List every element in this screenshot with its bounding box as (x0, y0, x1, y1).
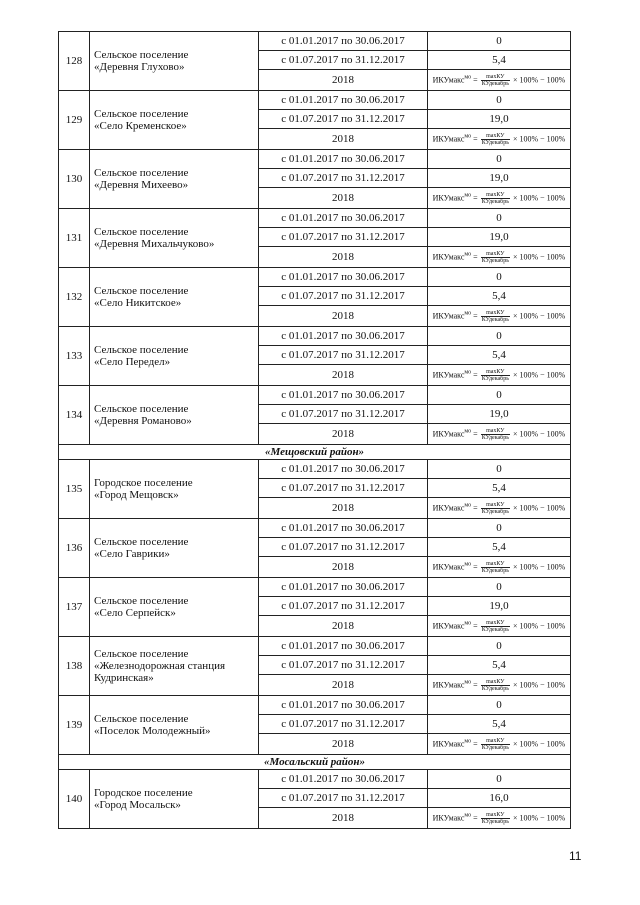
formula-cell: ИКУмакс$^{мо}$ = maxКУ КУдекабрь × 100% − 100% (428, 557, 571, 578)
period-cell: с 01.07.2017 по 31.12.2017 (259, 405, 428, 424)
formula-denominator: КУдекабрь (481, 257, 509, 264)
formula-lhs-sup: мо (464, 369, 472, 376)
table-row (59, 386, 571, 405)
year-cell: 2018 (259, 675, 428, 696)
settlement-name (90, 770, 259, 829)
formula-rhs: × 100% − 100% (510, 679, 566, 689)
settlement-name (90, 460, 259, 519)
page-number: 11 (569, 849, 582, 863)
formula-numerator: maxКУ (481, 812, 510, 819)
row-number: 137 (59, 578, 90, 637)
year-cell: 2018 (259, 616, 428, 637)
settlement-name-line: «Село Гаврики» (94, 548, 170, 560)
table-row (59, 91, 571, 110)
settlement-name-line: «Деревня Михальчуково» (94, 238, 215, 250)
formula-numerator: maxКУ (481, 251, 510, 258)
formula-denominator: КУдекабрь (481, 80, 509, 87)
value-cell: 5,4 (428, 287, 571, 306)
tariff-table (58, 31, 571, 829)
district-row (59, 755, 571, 770)
formula-numerator: maxКУ (481, 310, 510, 317)
value-cell: 0 (428, 268, 571, 287)
value-cell: 0 (428, 460, 571, 479)
formula-denominator: КУдекабрь (481, 685, 509, 692)
table-row (59, 696, 571, 715)
table-row (59, 268, 571, 287)
settlement-name (90, 637, 259, 696)
formula-cell: ИКУмакс$^{мо}$ = maxКУ КУдекабрь × 100% − 100% (428, 734, 571, 755)
row-number: 132 (59, 268, 90, 327)
formula-lhs: ИКУмакс (432, 502, 465, 512)
settlement-name-line: «Село Передел» (94, 356, 171, 368)
formula-cell: ИКУмакс$^{мо}$ = maxКУ КУдекабрь × 100% − 100% (428, 498, 571, 519)
formula-fraction (481, 428, 510, 441)
formula-cell: ИКУмакс$^{мо}$ = maxКУ КУдекабрь × 100% − 100% (428, 247, 571, 268)
value-cell: 0 (428, 578, 571, 597)
formula-lhs-sup: мо (464, 192, 472, 199)
table-row (59, 770, 571, 789)
period-cell: с 01.07.2017 по 31.12.2017 (259, 110, 428, 129)
year-cell: 2018 (259, 808, 428, 829)
row-number: 133 (59, 327, 90, 386)
value-cell: 19,0 (428, 405, 571, 424)
formula-lhs: ИКУмакс (432, 428, 465, 438)
formula-denominator: КУдекабрь (481, 567, 509, 574)
settlement-name (90, 150, 259, 209)
value-cell: 5,4 (428, 715, 571, 734)
formula-lhs-sup: мо (464, 812, 472, 819)
formula-cell: ИКУмакс$^{мо}$ = maxКУ КУдекабрь × 100% − 100% (428, 808, 571, 829)
settlement-name-line: Сельское поселение (94, 535, 189, 548)
formula-cell: ИКУмакс$^{мо}$ = maxКУ КУдекабрь × 100% − 100% (428, 129, 571, 150)
table-row (59, 327, 571, 346)
value-cell: 0 (428, 91, 571, 110)
row-number: 136 (59, 519, 90, 578)
value-cell: 0 (428, 696, 571, 715)
formula-lhs-sup: мо (464, 679, 472, 686)
settlement-name-line: «Город Мещовск» (94, 489, 179, 501)
year-cell: 2018 (259, 424, 428, 445)
settlement-name-line: «Село Серпейск» (94, 607, 176, 619)
formula-rhs: × 100% − 100% (510, 620, 566, 630)
settlement-name-line: Сельское поселение (94, 107, 189, 120)
settlement-name (90, 327, 259, 386)
formula-numerator: maxКУ (481, 738, 510, 745)
formula-numerator: maxКУ (481, 74, 510, 81)
value-cell: 5,4 (428, 51, 571, 70)
formula-rhs: × 100% − 100% (510, 369, 566, 379)
settlement-name (90, 32, 259, 91)
period-cell: с 01.07.2017 по 31.12.2017 (259, 656, 428, 675)
table-row (59, 578, 571, 597)
period-cell: с 01.07.2017 по 31.12.2017 (259, 346, 428, 365)
settlement-name-line: Городское поселение (94, 476, 193, 489)
period-cell: с 01.07.2017 по 31.12.2017 (259, 479, 428, 498)
year-cell: 2018 (259, 498, 428, 519)
period-cell: с 01.07.2017 по 31.12.2017 (259, 228, 428, 247)
formula-denominator: КУдекабрь (481, 744, 509, 751)
settlement-name-line: «Деревня Глухово» (94, 61, 185, 73)
period-cell: с 01.01.2017 по 30.06.2017 (259, 519, 428, 538)
row-number: 130 (59, 150, 90, 209)
settlement-name (90, 268, 259, 327)
formula-fraction (481, 74, 510, 87)
value-cell: 0 (428, 386, 571, 405)
formula-rhs: × 100% − 100% (510, 428, 566, 438)
value-cell: 0 (428, 150, 571, 169)
formula-lhs: ИКУмакс (432, 192, 465, 202)
formula-denominator: КУдекабрь (481, 139, 509, 146)
formula-fraction (481, 812, 510, 825)
formula-rhs: × 100% − 100% (510, 738, 566, 748)
value-cell: 0 (428, 327, 571, 346)
formula-fraction (481, 192, 510, 205)
table-row (59, 637, 571, 656)
table-row (59, 460, 571, 479)
formula-lhs: ИКУмакс (432, 561, 465, 571)
value-cell: 0 (428, 770, 571, 789)
formula-fraction (481, 369, 510, 382)
table-row (59, 209, 571, 228)
row-number: 128 (59, 32, 90, 91)
formula-cell: ИКУмакс$^{мо}$ = maxКУ КУдекабрь × 100% − 100% (428, 306, 571, 327)
formula-rhs: × 100% − 100% (510, 310, 566, 320)
formula-fraction (481, 679, 510, 692)
formula-denominator: КУдекабрь (481, 818, 509, 825)
formula-lhs-sup: мо (464, 738, 472, 745)
settlement-name (90, 519, 259, 578)
formula-numerator: maxКУ (481, 369, 510, 376)
formula-rhs: × 100% − 100% (510, 192, 566, 202)
settlement-name-line: «Село Кременское» (94, 120, 187, 132)
formula-rhs: × 100% − 100% (510, 133, 566, 143)
settlement-name (90, 578, 259, 637)
settlement-name-line: Кудринская» (94, 672, 154, 685)
settlement-name-line: «Село Никитское» (94, 297, 182, 309)
period-cell: с 01.01.2017 по 30.06.2017 (259, 268, 428, 287)
formula-cell: ИКУмакс$^{мо}$ = maxКУ КУдекабрь × 100% − 100% (428, 616, 571, 637)
formula-denominator: КУдекабрь (481, 198, 509, 205)
formula-lhs: ИКУмакс (432, 133, 465, 143)
period-cell: с 01.07.2017 по 31.12.2017 (259, 169, 428, 188)
year-cell: 2018 (259, 557, 428, 578)
formula-lhs: ИКУмакс (432, 251, 465, 261)
year-cell: 2018 (259, 129, 428, 150)
formula-lhs: ИКУмакс (432, 74, 465, 84)
period-cell: с 01.01.2017 по 30.06.2017 (259, 637, 428, 656)
value-cell: 0 (428, 209, 571, 228)
formula-denominator: КУдекабрь (481, 316, 509, 323)
period-cell: с 01.07.2017 по 31.12.2017 (259, 287, 428, 306)
value-cell: 0 (428, 32, 571, 51)
formula-numerator: maxКУ (481, 561, 510, 568)
period-cell: с 01.07.2017 по 31.12.2017 (259, 597, 428, 616)
formula-lhs-sup: мо (464, 310, 472, 317)
row-number: 134 (59, 386, 90, 445)
formula-lhs: ИКУмакс (432, 738, 465, 748)
period-cell: с 01.07.2017 по 31.12.2017 (259, 538, 428, 557)
formula-denominator: КУдекабрь (481, 508, 509, 515)
formula-lhs: ИКУмакс (432, 620, 465, 630)
formula-rhs: × 100% − 100% (510, 74, 566, 84)
settlement-name-line: Сельское поселение (94, 343, 189, 356)
period-cell: с 01.01.2017 по 30.06.2017 (259, 578, 428, 597)
formula-lhs: ИКУмакс (432, 812, 465, 822)
formula-cell: ИКУмакс$^{мо}$ = maxКУ КУдекабрь × 100% − 100% (428, 675, 571, 696)
value-cell: 0 (428, 519, 571, 538)
period-cell: с 01.01.2017 по 30.06.2017 (259, 460, 428, 479)
settlement-name-line: «Железнодорожная станция (94, 659, 226, 672)
formula-rhs: × 100% − 100% (510, 561, 566, 571)
settlement-name-line: Городское поселение (94, 786, 193, 799)
settlement-name-line: Сельское поселение (94, 594, 189, 607)
row-number: 139 (59, 696, 90, 755)
settlement-name (90, 386, 259, 445)
year-cell: 2018 (259, 70, 428, 91)
settlement-name-line: Сельское поселение (94, 647, 189, 660)
row-number: 135 (59, 460, 90, 519)
settlement-name (90, 209, 259, 268)
settlement-name-line: Сельское поселение (94, 284, 189, 297)
formula-cell: ИКУмакс$^{мо}$ = maxКУ КУдекабрь × 100% − 100% (428, 70, 571, 91)
year-cell: 2018 (259, 365, 428, 386)
formula-fraction (481, 310, 510, 323)
year-cell: 2018 (259, 188, 428, 209)
value-cell: 19,0 (428, 110, 571, 129)
formula-lhs-sup: мо (464, 428, 472, 435)
value-cell: 0 (428, 637, 571, 656)
period-cell: с 01.01.2017 по 30.06.2017 (259, 150, 428, 169)
tariff-table-body (59, 32, 571, 829)
settlement-name-line: Сельское поселение (94, 402, 189, 415)
period-cell: с 01.07.2017 по 31.12.2017 (259, 51, 428, 70)
year-cell: 2018 (259, 734, 428, 755)
formula-lhs: ИКУмакс (432, 369, 465, 379)
row-number: 131 (59, 209, 90, 268)
formula-denominator: КУдекабрь (481, 626, 509, 633)
formula-numerator: maxКУ (481, 679, 510, 686)
year-cell: 2018 (259, 306, 428, 327)
settlement-name (90, 696, 259, 755)
formula-numerator: maxКУ (481, 502, 510, 509)
formula-numerator: maxКУ (481, 133, 510, 140)
settlement-name-line: «Деревня Михеево» (94, 179, 189, 191)
formula-fraction (481, 502, 510, 515)
settlement-name-line: «Город Мосальск» (94, 799, 181, 811)
formula-numerator: maxКУ (481, 620, 510, 627)
formula-cell: ИКУмакс$^{мо}$ = maxКУ КУдекабрь × 100% − 100% (428, 188, 571, 209)
settlement-name-line: Сельское поселение (94, 166, 189, 179)
formula-cell: ИКУмакс$^{мо}$ = maxКУ КУдекабрь × 100% − 100% (428, 424, 571, 445)
formula-lhs-sup: мо (464, 251, 472, 258)
formula-lhs: ИКУмакс (432, 310, 465, 320)
settlement-name-line: Сельское поселение (94, 712, 189, 725)
period-cell: с 01.01.2017 по 30.06.2017 (259, 91, 428, 110)
period-cell: с 01.01.2017 по 30.06.2017 (259, 696, 428, 715)
value-cell: 19,0 (428, 597, 571, 616)
settlement-name-line: Сельское поселение (94, 225, 189, 238)
formula-lhs-sup: мо (464, 502, 472, 509)
value-cell: 19,0 (428, 169, 571, 188)
period-cell: с 01.01.2017 по 30.06.2017 (259, 327, 428, 346)
table-row (59, 32, 571, 51)
period-cell: с 01.01.2017 по 30.06.2017 (259, 209, 428, 228)
period-cell: с 01.01.2017 по 30.06.2017 (259, 770, 428, 789)
district-title: «Мещовский район» (59, 445, 571, 460)
formula-lhs: ИКУмакс (432, 679, 465, 689)
year-cell: 2018 (259, 247, 428, 268)
value-cell: 5,4 (428, 479, 571, 498)
value-cell: 5,4 (428, 538, 571, 557)
formula-fraction (481, 251, 510, 264)
period-cell: с 01.07.2017 по 31.12.2017 (259, 715, 428, 734)
period-cell: с 01.01.2017 по 30.06.2017 (259, 32, 428, 51)
settlement-name-line: «Поселок Молодежный» (94, 725, 211, 737)
formula-lhs-sup: мо (464, 561, 472, 568)
period-cell: с 01.07.2017 по 31.12.2017 (259, 789, 428, 808)
formula-numerator: maxКУ (481, 428, 510, 435)
table-row (59, 150, 571, 169)
value-cell: 19,0 (428, 228, 571, 247)
value-cell: 5,4 (428, 656, 571, 675)
formula-cell: ИКУмакс$^{мо}$ = maxКУ КУдекабрь × 100% − 100% (428, 365, 571, 386)
district-title: «Мосальский район» (59, 755, 571, 770)
value-cell: 5,4 (428, 346, 571, 365)
formula-rhs: × 100% − 100% (510, 812, 566, 822)
formula-numerator: maxКУ (481, 192, 510, 199)
formula-lhs-sup: мо (464, 133, 472, 140)
formula-rhs: × 100% − 100% (510, 502, 566, 512)
formula-fraction (481, 133, 510, 146)
formula-rhs: × 100% − 100% (510, 251, 566, 261)
formula-lhs-sup: мо (464, 74, 472, 81)
row-number: 138 (59, 637, 90, 696)
formula-denominator: КУдекабрь (481, 434, 509, 441)
value-cell: 16,0 (428, 789, 571, 808)
formula-fraction (481, 561, 510, 574)
district-row (59, 445, 571, 460)
table-row (59, 519, 571, 538)
row-number: 129 (59, 91, 90, 150)
formula-lhs-sup: мо (464, 620, 472, 627)
row-number: 140 (59, 770, 90, 829)
formula-denominator: КУдекабрь (481, 375, 509, 382)
formula-fraction (481, 620, 510, 633)
period-cell: с 01.01.2017 по 30.06.2017 (259, 386, 428, 405)
formula-fraction (481, 738, 510, 751)
settlement-name-line: Сельское поселение (94, 48, 189, 61)
settlement-name (90, 91, 259, 150)
settlement-name-line: «Деревня Романово» (94, 415, 192, 427)
